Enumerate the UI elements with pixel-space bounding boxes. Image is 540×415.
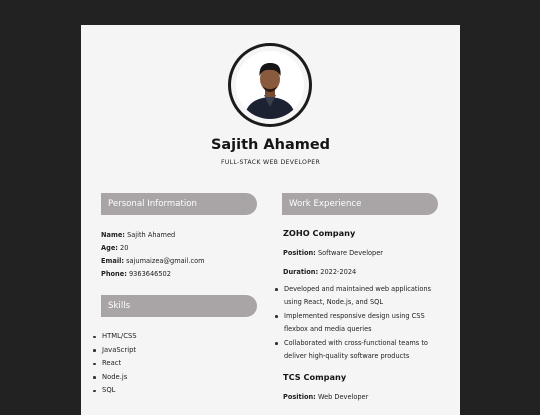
avatar xyxy=(236,51,304,119)
skill-item: HTML/CSS xyxy=(93,330,137,344)
skill-item: Node.js xyxy=(93,371,137,385)
info-name-label: Name: xyxy=(101,231,125,239)
skills-list xyxy=(93,330,137,398)
personal-info-heading: Personal Information xyxy=(101,193,257,215)
job-position-value: Web Developer xyxy=(317,393,369,401)
job-position-label: Position: xyxy=(283,393,316,401)
responsibility-item: Collaborated with cross-functional teams to deliver high-quality software products xyxy=(275,337,445,364)
profile-name: Sajith Ahamed xyxy=(210,137,331,153)
job-responsibilities xyxy=(275,283,445,363)
info-age-label: Age: xyxy=(101,244,118,252)
skill-item: SQL xyxy=(93,384,137,398)
skills-heading: Skills xyxy=(101,295,257,317)
info-email-value: sajumaizea@gmail.com xyxy=(126,257,205,265)
profile-photo-icon xyxy=(236,51,304,119)
info-phone-value: 9363646502 xyxy=(128,270,171,278)
job-position xyxy=(283,393,368,401)
job-duration-value: 2022-2024 xyxy=(320,268,357,276)
info-age-value: 20 xyxy=(120,244,129,252)
info-name xyxy=(101,231,175,239)
job-position xyxy=(283,249,383,257)
job-position-value: Software Developer xyxy=(317,249,384,257)
job-company: TCS Company xyxy=(283,372,347,382)
avatar-frame xyxy=(228,43,312,127)
job-duration xyxy=(283,268,356,276)
info-age xyxy=(101,244,128,252)
info-name-value: Sajith Ahamed xyxy=(127,231,176,239)
skill-item: JavaScript xyxy=(93,344,137,358)
info-phone-label: Phone: xyxy=(101,270,127,278)
profile-role: FULL-STACK WEB DEVELOPER xyxy=(220,159,321,166)
job-duration-label: Duration: xyxy=(283,268,319,276)
job-position-label: Position: xyxy=(283,249,316,257)
resume-sheet xyxy=(81,25,460,415)
info-email xyxy=(101,257,205,265)
responsibility-item: Developed and maintained web applications using React, Node.js, and SQL xyxy=(275,283,445,310)
job-company: ZOHO Company xyxy=(283,228,356,238)
skill-item: React xyxy=(93,357,137,371)
work-experience-heading: Work Experience xyxy=(282,193,438,215)
responsibility-item: Implemented responsive design using CSS flexbox and media queries xyxy=(275,310,445,337)
info-phone xyxy=(101,270,171,278)
info-email-label: Email: xyxy=(101,257,124,265)
